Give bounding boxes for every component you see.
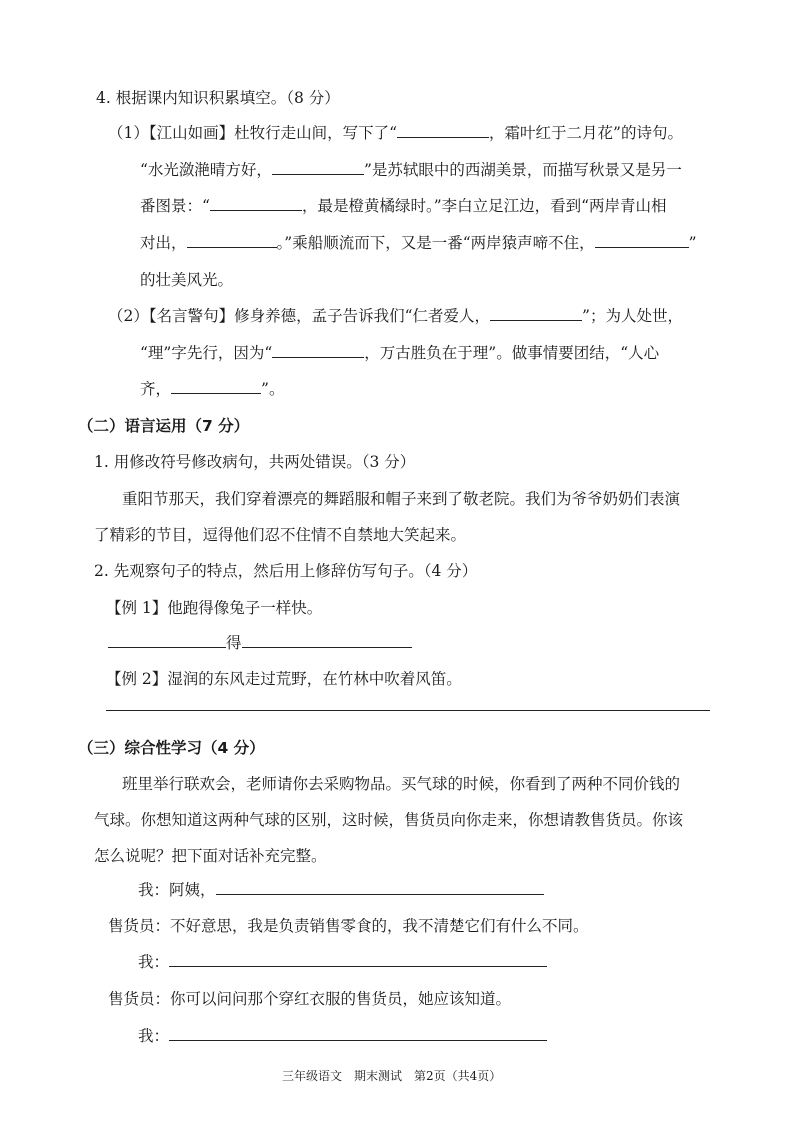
dialogue-me-2 bbox=[138, 950, 547, 974]
text: ”；为人处世， bbox=[582, 307, 683, 325]
blank[interactable] bbox=[187, 233, 277, 248]
blank[interactable] bbox=[169, 1026, 547, 1041]
s2-q2-answer1 bbox=[108, 631, 412, 655]
page-footer: 三年级语文 期末测试 第2页（共4页） bbox=[282, 1069, 502, 1083]
text: ”是苏轼眼中的西湖美景，而描写秋景又是另一 bbox=[363, 161, 682, 179]
text: 得 bbox=[226, 634, 242, 652]
blank[interactable] bbox=[171, 379, 261, 394]
text: “理”字先行，因为“ bbox=[140, 344, 273, 362]
text: 我：阿姨， bbox=[138, 881, 216, 899]
text: 对出， bbox=[140, 234, 187, 252]
s3-para-line1: 班里举行联欢会，老师请你去采购物品。买气球的时候，你看到了两种不同价钱的 bbox=[122, 775, 681, 793]
q4-1-line3 bbox=[140, 194, 667, 218]
s2-q1-text2: 了精彩的节目，逗得他们忍不住情不自禁地大笑起来。 bbox=[94, 526, 467, 544]
text: 我： bbox=[138, 1027, 170, 1045]
text: 我： bbox=[138, 953, 170, 971]
dialogue-clerk-1: 售货员：不好意思，我是负责销售零食的，我不清楚它们有什么不同。 bbox=[108, 917, 589, 935]
dialogue-me-1 bbox=[138, 878, 544, 902]
q4-1-line4 bbox=[140, 231, 697, 255]
blank[interactable] bbox=[210, 196, 302, 211]
s2-q2-example1: 【例 1】他跑得像兔子一样快。 bbox=[106, 599, 323, 617]
blank[interactable] bbox=[169, 952, 547, 967]
text: 齐， bbox=[140, 380, 172, 398]
answer-line[interactable] bbox=[106, 710, 710, 711]
dialogue-clerk-2: 售货员：你可以问问那个穿红衣服的售货员，她应该知道。 bbox=[108, 990, 512, 1008]
dialogue-me-3 bbox=[138, 1024, 547, 1048]
text: ” bbox=[688, 234, 697, 252]
text: ，最是橙黄橘绿时。”李白立足江边，看到“两岸青山相 bbox=[301, 197, 667, 215]
text: （1）【江山如画】杜牧行走山间，写下了“ bbox=[108, 124, 398, 142]
q4-2-line2 bbox=[140, 341, 659, 365]
blank[interactable] bbox=[595, 233, 689, 248]
text: ，霜叶红于二月花”的诗句。 bbox=[489, 124, 683, 142]
q4-2-line1 bbox=[108, 304, 683, 328]
q4-1-line1 bbox=[108, 121, 683, 145]
s2-q2-title: 2. 先观察句子的特点，然后用上修辞仿写句子。（4 分） bbox=[94, 562, 478, 580]
section2-heading: （二）语言运用（7 分） bbox=[78, 417, 250, 435]
blank[interactable] bbox=[397, 123, 489, 138]
text: “水光潋滟晴方好， bbox=[140, 161, 272, 179]
s3-para-line2: 气球。你想知道这两种气球的区别，这时候，售货员向你走来，你想请教售货员。你该 bbox=[94, 811, 684, 829]
text: 番图景：“ bbox=[140, 197, 210, 215]
s3-para-line3: 怎么说呢？把下面对话补充完整。 bbox=[94, 847, 327, 865]
blank[interactable] bbox=[490, 306, 582, 321]
s2-q2-example2: 【例 2】湿润的东风走过荒野，在竹林中吹着风笛。 bbox=[106, 670, 462, 688]
q4-title: 4. 根据课内知识积累填空。（8 分） bbox=[96, 89, 340, 107]
text: （2）【名言警句】修身养德，孟子告诉我们“仁者爱人， bbox=[108, 307, 491, 325]
blank[interactable] bbox=[216, 880, 544, 895]
s2-q1-title: 1. 用修改符号修改病句，共两处错误。（3 分） bbox=[94, 453, 416, 471]
blank[interactable] bbox=[108, 633, 226, 648]
q4-2-line3 bbox=[140, 377, 284, 401]
text: ，万古胜负在于理”。做事情要团结，“人心 bbox=[364, 344, 660, 362]
text: 。”乘船顺流而下，又是一番“两岸猿声啼不住， bbox=[276, 234, 595, 252]
blank[interactable] bbox=[272, 160, 364, 175]
text: ”。 bbox=[261, 380, 285, 398]
q4-1-line2 bbox=[140, 158, 682, 182]
s2-q1-text1: 重阳节那天，我们穿着漂亮的舞蹈服和帽子来到了敬老院。我们为爷爷奶奶们表演 bbox=[122, 490, 681, 508]
section3-heading: （三）综合性学习（4 分） bbox=[78, 739, 265, 757]
blank[interactable] bbox=[272, 343, 364, 358]
q4-1-line5: 的壮美风光。 bbox=[140, 271, 234, 289]
blank[interactable] bbox=[242, 633, 412, 648]
